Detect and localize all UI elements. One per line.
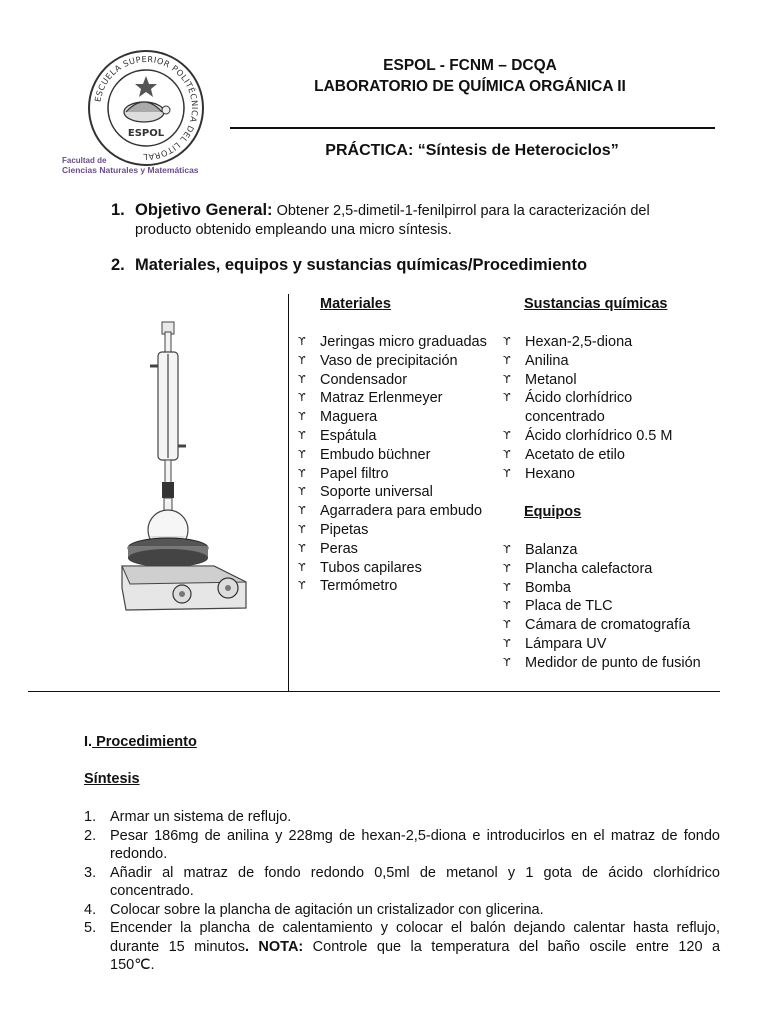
sustancias-item: Anilina	[525, 352, 569, 369]
step-number: 3.	[84, 864, 97, 881]
faculty-line2: Ciencias Naturales y Matemáticas	[62, 165, 199, 175]
list-item	[298, 521, 508, 540]
header-rule	[230, 127, 715, 129]
equipos-heading: Equipos	[524, 504, 582, 520]
bullet-icon: ϒ	[503, 618, 511, 632]
bullet-icon: ϒ	[298, 504, 306, 518]
bullet-icon: ϒ	[503, 447, 511, 461]
list-item	[298, 465, 508, 484]
materiales-item: Tubos capilares	[320, 559, 422, 576]
bullet-icon: ϒ	[298, 410, 306, 424]
materiales-item: Peras	[320, 540, 358, 557]
list-item	[298, 333, 508, 352]
equipos-list	[503, 541, 728, 673]
bullet-icon: ϒ	[298, 428, 306, 442]
materiales-item: Jeringas micro graduadas	[320, 334, 487, 350]
bullet-icon: ϒ	[503, 543, 511, 556]
header-line2: LABORATORIO DE QUÍMICA ORGÁNICA II	[314, 78, 626, 95]
step-number: 4.	[84, 901, 97, 918]
section1-title: Objetivo General:	[135, 201, 273, 219]
faculty-label	[62, 156, 199, 175]
materiales-item: Espátula	[320, 427, 377, 444]
step-text: Encender la plancha de calentamiento y colocar el balón dejando calentar hasta reflujo,	[110, 920, 720, 936]
procedure-step	[84, 808, 720, 827]
sintesis-heading: Síntesis	[84, 771, 140, 787]
procedure-step	[84, 901, 720, 920]
sustancias-item: Metanol	[525, 371, 577, 388]
list-item	[503, 635, 728, 654]
svg-text:ESPOL: ESPOL	[127, 128, 165, 139]
bullet-icon: ϒ	[298, 522, 306, 536]
bullet-icon: ϒ	[298, 353, 306, 367]
reflux-apparatus-image	[118, 318, 258, 618]
equipos-item: Medidor de punto de fusión	[525, 654, 701, 671]
list-item	[503, 654, 728, 673]
procedimiento-heading	[84, 734, 197, 750]
list-item	[298, 446, 508, 465]
step-text: Colocar sobre la plancha de agitación un cristalizador con glicerina.	[110, 901, 544, 918]
list-item	[298, 502, 508, 521]
section2	[111, 256, 587, 275]
list-item	[503, 560, 728, 579]
nota-label: . NOTA:	[244, 938, 304, 955]
step-text: durante 15 minutos	[110, 938, 245, 955]
bullet-icon: ϒ	[298, 335, 306, 348]
step-text: Armar un sistema de reflujo.	[110, 809, 292, 825]
list-item	[298, 559, 508, 578]
bullet-icon: ϒ	[503, 335, 511, 348]
header-line1: ESPOL - FCNM – DCQA	[383, 57, 557, 74]
sustancias-heading: Sustancias químicas	[524, 296, 668, 312]
svg-text:ESCUELA SUPERIOR POLITÉCNICA D: ESCUELA SUPERIOR POLITÉCNICA DEL LITORAL	[92, 53, 201, 163]
procedure-step	[84, 864, 720, 901]
espol-seal-icon	[86, 48, 206, 168]
bullet-icon: ϒ	[298, 541, 306, 555]
materiales-item: Agarradera para embudo	[320, 503, 483, 520]
bullet-icon: ϒ	[503, 599, 511, 613]
materiales-item: Embudo büchner	[320, 446, 431, 463]
list-item	[503, 333, 723, 352]
espol-logo	[86, 48, 206, 168]
table-vertical-divider	[288, 294, 289, 691]
list-item	[298, 427, 508, 446]
step-text: Añadir al matraz de fondo redondo 0,5ml de metanol y 1 gota de ácido clorhídrico	[110, 864, 720, 881]
sustancias-list	[503, 333, 723, 483]
bullet-icon: ϒ	[298, 447, 306, 461]
materiales-heading: Materiales	[320, 296, 391, 312]
bullet-icon: ϒ	[503, 372, 511, 386]
section1-number: 1.	[111, 201, 125, 219]
bullet-icon: ϒ	[298, 579, 306, 593]
bullet-icon: ϒ	[503, 561, 511, 575]
equipos-item: Balanza	[525, 542, 578, 558]
bullet-icon: ϒ	[503, 428, 511, 442]
list-item	[298, 389, 508, 408]
step-text: concentrado.	[110, 883, 194, 899]
bullet-icon: ϒ	[298, 466, 306, 480]
sustancias-item: Ácido clorhídrico 0.5 M	[525, 427, 673, 444]
section1	[111, 200, 731, 239]
equipos-item: Bomba	[525, 579, 571, 596]
procedure-steps	[84, 808, 720, 975]
bullet-icon: ϒ	[503, 655, 511, 669]
faculty-line1: Facultad de	[62, 156, 107, 165]
list-item	[298, 483, 508, 502]
bullet-icon: ϒ	[503, 391, 511, 405]
table-bottom-rule	[28, 691, 720, 692]
bullet-icon: ϒ	[298, 391, 306, 405]
equipos-item: Placa de TLC	[525, 598, 613, 615]
list-item	[503, 408, 723, 427]
list-item	[503, 541, 728, 560]
equipos-item: Lámpara UV	[525, 635, 607, 652]
sustancias-item: concentrado	[525, 409, 605, 426]
bullet-icon: ϒ	[503, 636, 511, 650]
materiales-item: Termómetro	[320, 578, 398, 595]
list-item	[298, 371, 508, 390]
step-text: Pesar 186mg de anilina y 228mg de hexan-2,5-diona e introducirlos en el matraz de fondo	[110, 827, 720, 844]
list-item	[503, 616, 728, 635]
materiales-item: Papel filtro	[320, 465, 389, 482]
step-number: 2.	[84, 827, 97, 844]
procedimiento-prefix: I.	[84, 734, 93, 750]
list-item	[298, 577, 508, 596]
bullet-icon: ϒ	[298, 372, 306, 386]
procedure-step	[84, 919, 720, 975]
list-item	[503, 597, 728, 616]
reflux-apparatus-icon	[118, 318, 258, 618]
list-item	[503, 352, 723, 371]
bullet-icon: ϒ	[503, 466, 511, 480]
procedure-step	[84, 827, 720, 864]
step-text: Controle que la temperatura del baño oscile entre 120 a	[303, 938, 721, 955]
step-text: redondo.	[110, 846, 168, 862]
section1-text2: producto obtenido empleando una micro síntesis.	[135, 222, 452, 238]
section1-text: Obtener 2,5-dimetil-1-fenilpirrol para la caracterización del	[276, 203, 650, 219]
section2-number: 2.	[111, 256, 125, 274]
sustancias-item: Hexan-2,5-diona	[525, 334, 633, 350]
materiales-item: Soporte universal	[320, 484, 433, 501]
materiales-item: Matraz Erlenmeyer	[320, 390, 443, 407]
list-item	[503, 427, 723, 446]
practice-title: PRÁCTICA: “Síntesis de Heterociclos”	[325, 142, 619, 159]
list-item	[298, 352, 508, 371]
list-item	[503, 465, 723, 484]
materiales-item: Condensador	[320, 371, 408, 388]
materiales-item: Vaso de precipitación	[320, 352, 458, 369]
sustancias-item: Acetato de etilo	[525, 446, 625, 463]
sustancias-item: Hexano	[525, 465, 575, 482]
list-item	[503, 371, 723, 390]
list-item	[503, 389, 723, 408]
bullet-icon: ϒ	[298, 560, 306, 574]
list-item	[298, 540, 508, 559]
bullet-icon: ϒ	[503, 353, 511, 367]
step-text: 150℃.	[110, 957, 155, 973]
sustancias-item: Ácido clorhídrico	[525, 390, 633, 407]
materiales-item: Maguera	[320, 409, 378, 426]
section2-title: Materiales, equipos y sustancias químicas/Procedimiento	[135, 256, 588, 274]
procedimiento-title: Procedimiento	[92, 734, 197, 750]
materiales-list	[298, 333, 508, 596]
list-item	[503, 579, 728, 598]
list-item	[298, 408, 508, 427]
list-item	[503, 446, 723, 465]
step-number: 1.	[84, 809, 97, 825]
bullet-icon: ϒ	[298, 485, 306, 499]
equipos-item: Plancha calefactora	[525, 560, 653, 577]
step-number: 5.	[84, 920, 97, 936]
equipos-item: Cámara de cromatografía	[525, 617, 691, 634]
step-text-line2	[110, 938, 720, 957]
bullet-icon: ϒ	[503, 580, 511, 594]
materiales-item: Pipetas	[320, 521, 369, 538]
